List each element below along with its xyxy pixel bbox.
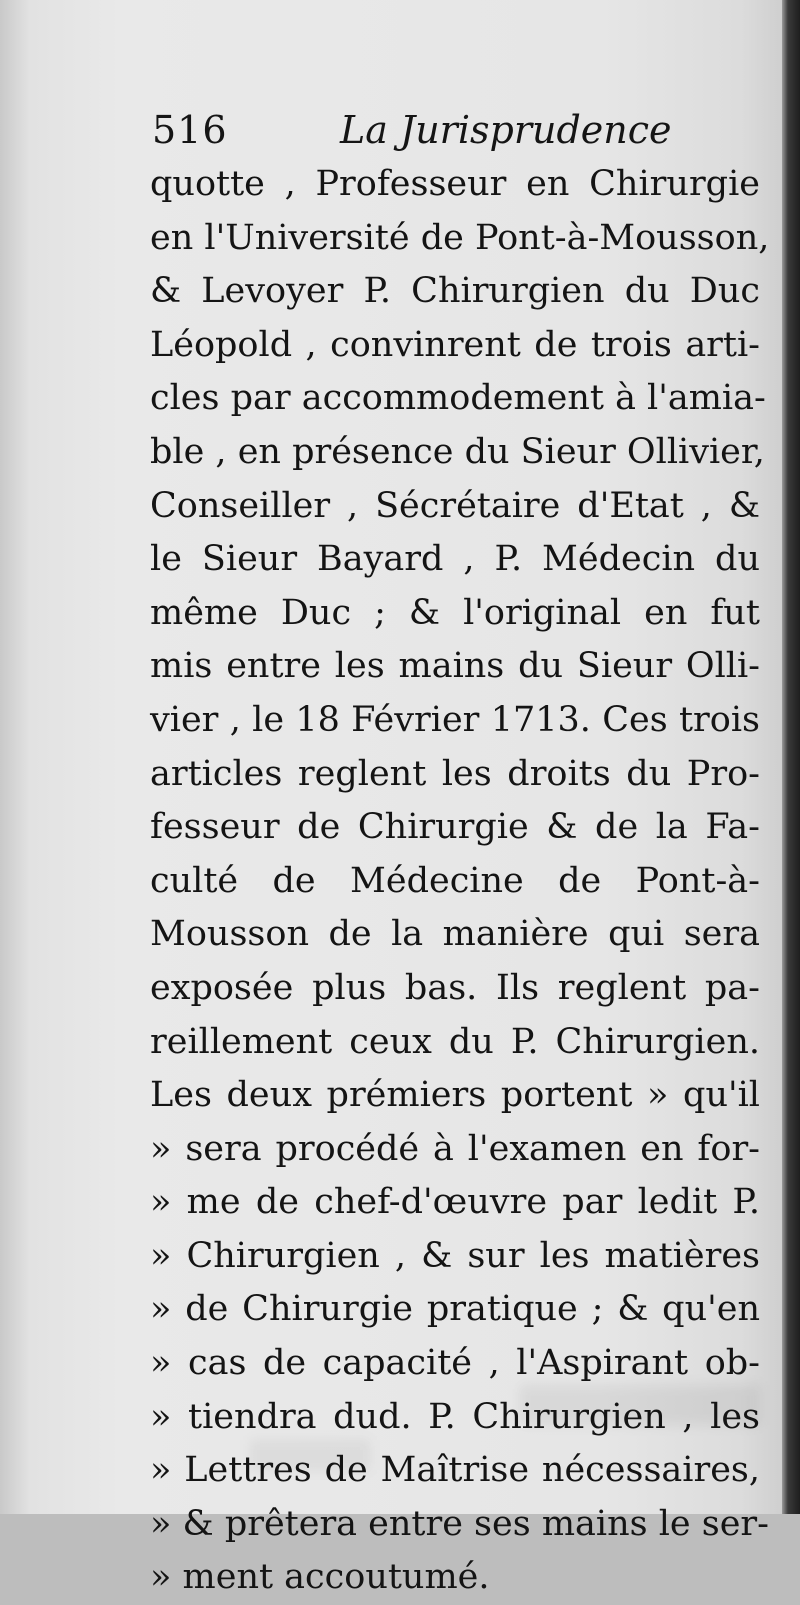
text-line: exposée plus bas. Ils reglent pa-: [150, 967, 760, 1008]
page-header: [152, 104, 757, 156]
text-line: articles reglent les droits du Pro-: [150, 753, 760, 794]
text-line: » me de chef-d'œuvre par ledit P.: [150, 1182, 760, 1223]
text-line: » Lettres de Maîtrise nécessaires,: [150, 1450, 760, 1491]
page-number: 516: [152, 108, 228, 152]
book-gutter-edge: [782, 0, 800, 1514]
text-line: » tiendra dud. P. Chirurgien , les: [150, 1396, 760, 1437]
text-line: reillement ceux du P. Chirurgien.: [150, 1021, 760, 1062]
text-line: Conseiller , Sécrétaire d'Etat , &: [150, 485, 760, 526]
text-line: Les deux prémiers portent » qu'il: [150, 1075, 760, 1116]
running-head: La Jurisprudence: [340, 108, 672, 152]
text-line: en l'Université de Pont-à-Mousson,: [150, 217, 770, 258]
text-line: » Chirurgien , & sur les matières: [150, 1235, 760, 1276]
text-line: même Duc ; & l'original en fut: [150, 592, 760, 633]
text-line: fesseur de Chirurgie & de la Fa-: [150, 807, 760, 848]
text-line: » sera procédé à l'examen en for-: [150, 1128, 760, 1169]
text-line: mis entre les mains du Sieur Olli-: [150, 646, 760, 687]
text-line: » de Chirurgie pratique ; & qu'en: [150, 1289, 760, 1330]
body-text: [150, 158, 770, 1605]
text-line: & Levoyer P. Chirurgien du Duc: [150, 271, 760, 312]
text-line: quotte , Professeur en Chirurgie: [150, 164, 760, 204]
text-line: Léopold , convinrent de trois arti-: [150, 324, 760, 365]
text-line: culté de Médecine de Pont-à-: [150, 860, 760, 901]
text-line: » & prêtera entre ses mains le ser-: [150, 1503, 769, 1544]
text-line: ble , en présence du Sieur Ollivier,: [150, 431, 765, 472]
text-line: » ment accoutumé.: [150, 1557, 490, 1598]
text-line: vier , le 18 Février 1713. Ces trois: [150, 699, 760, 740]
text-line: le Sieur Bayard , P. Médecin du: [150, 539, 760, 580]
text-line: cles par accommodement à l'amia-: [150, 378, 766, 419]
text-line: Mousson de la manière qui sera: [150, 914, 760, 955]
text-line: » cas de capacité , l'Aspirant ob-: [150, 1343, 760, 1384]
